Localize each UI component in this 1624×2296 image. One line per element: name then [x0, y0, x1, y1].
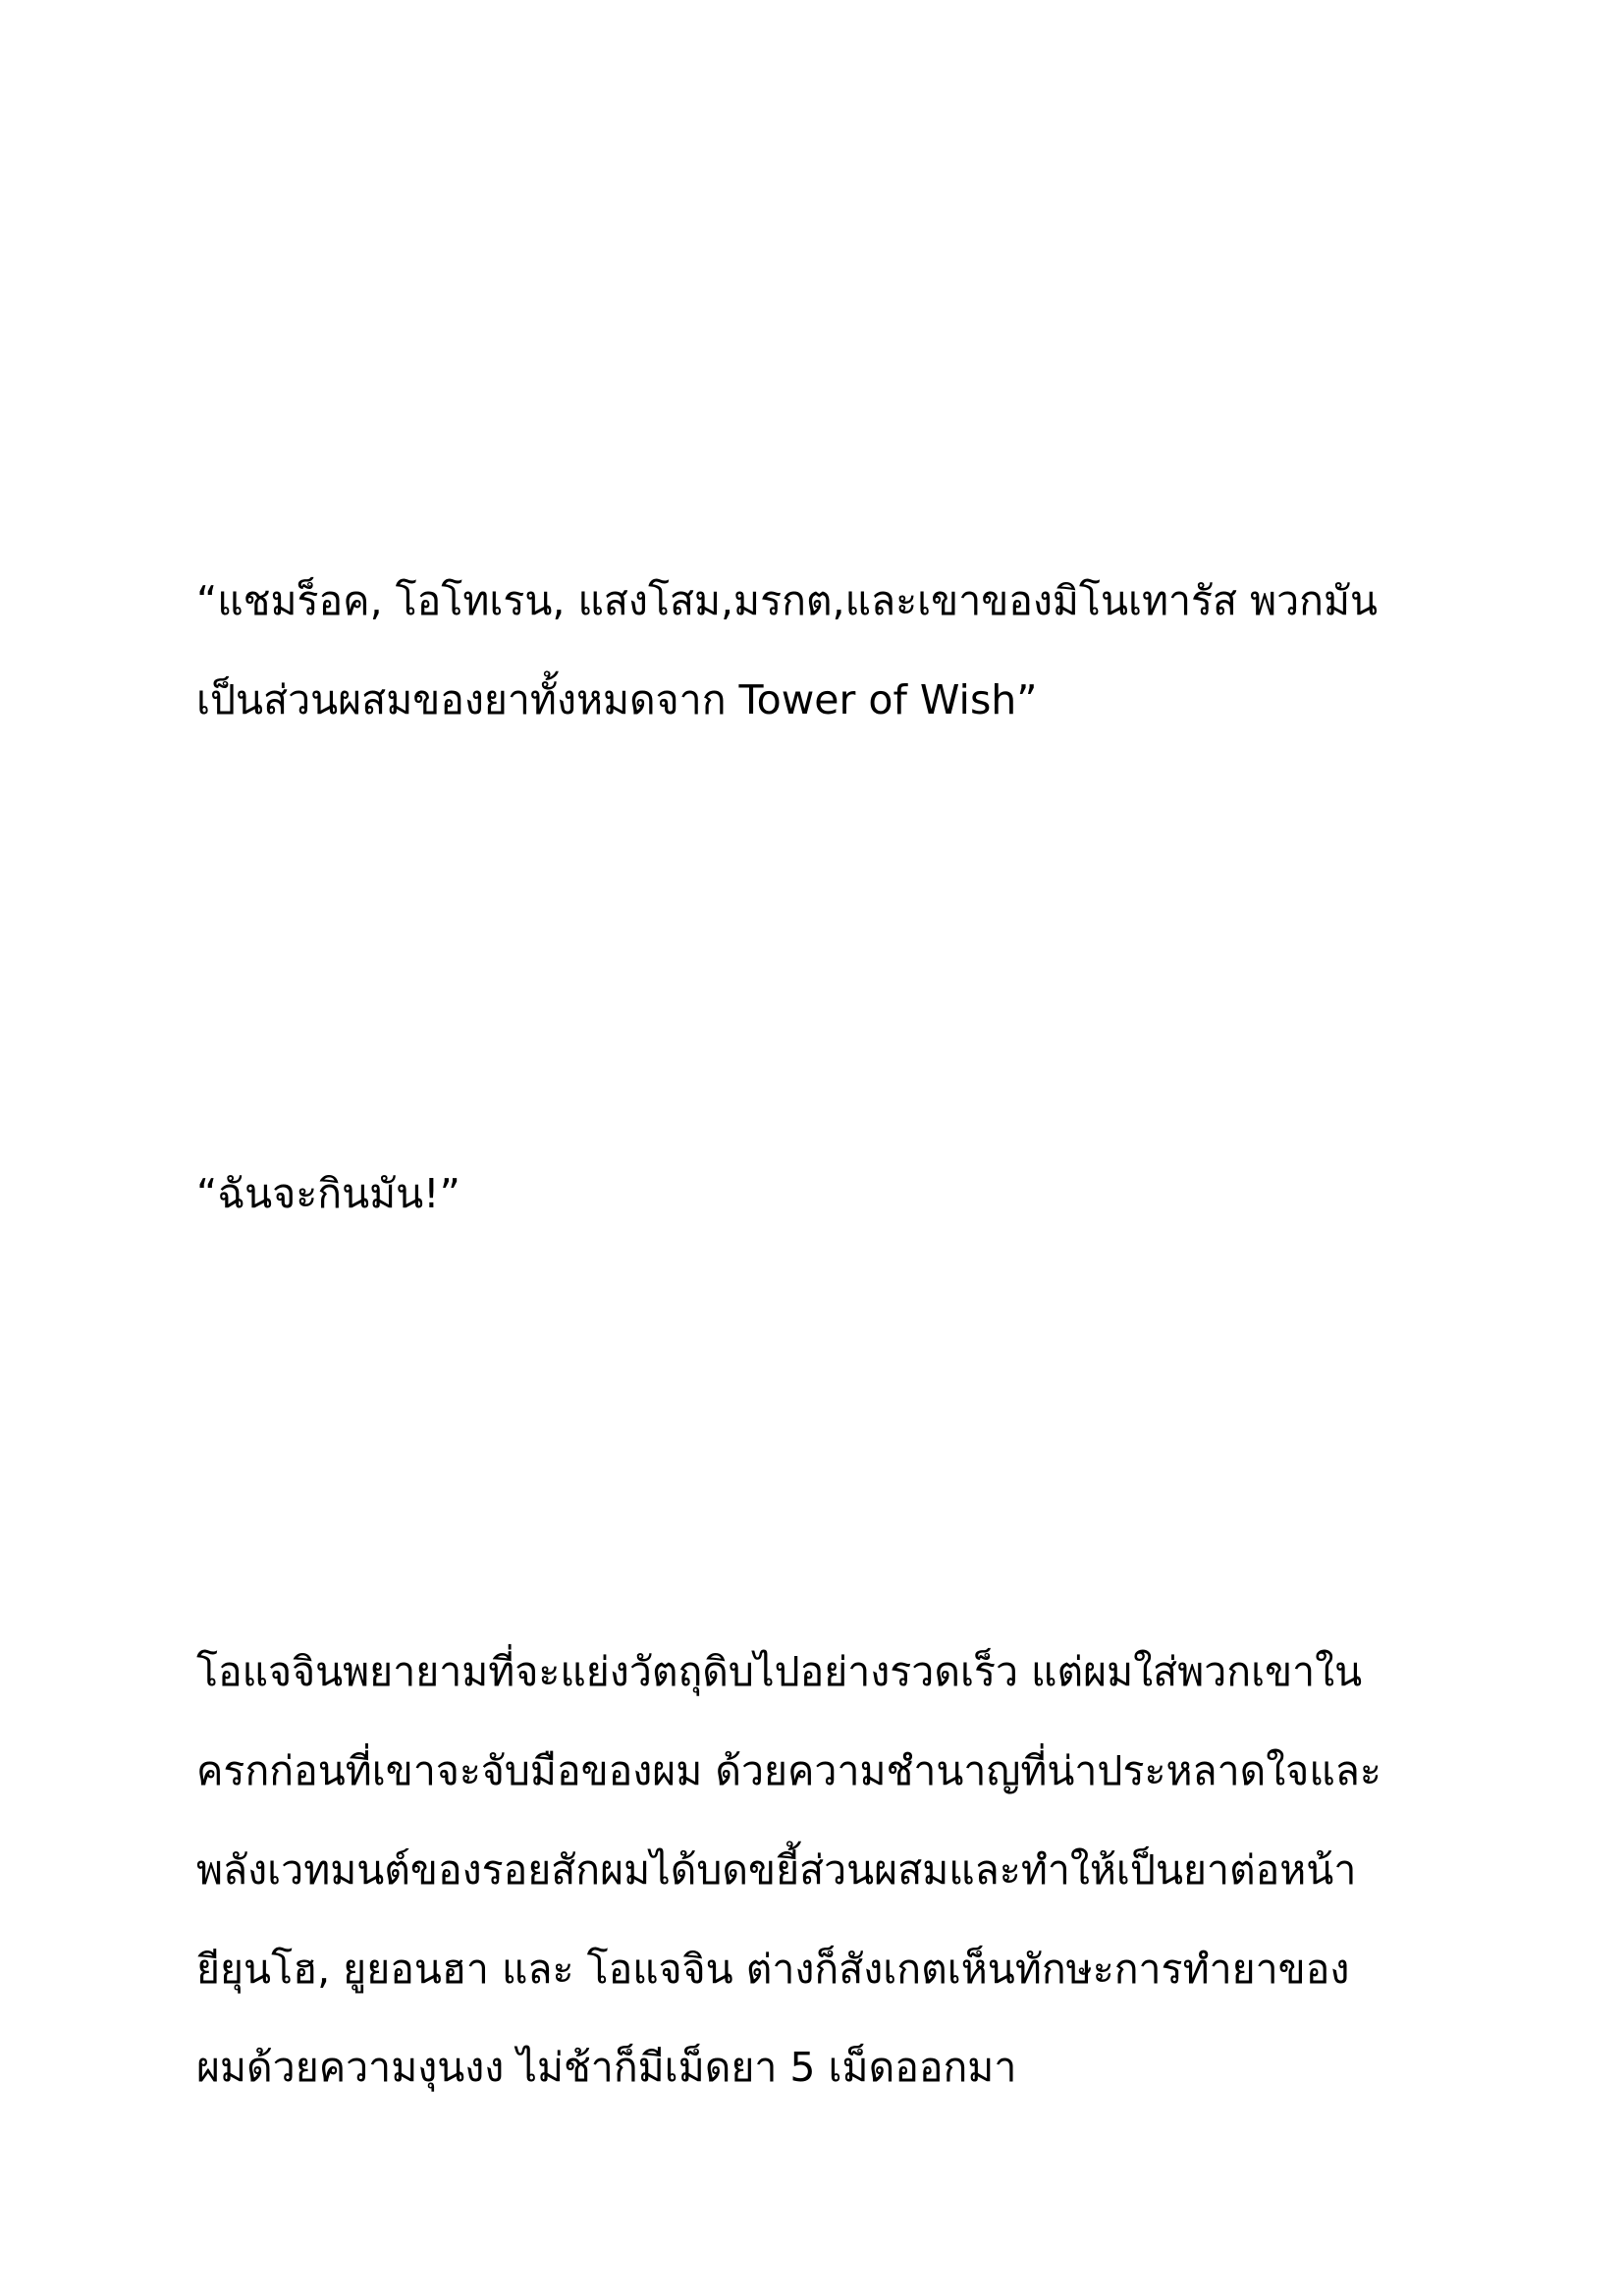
text-line: โอแจจินพยายามที่จะแย่งวัตถุดิบไปอย่างรวดเร็ว แต่ผมใส่พวกเขาใน [196, 1648, 1363, 1695]
text-line: “แชมร็อค, โอโทเรน, แสงโสม,มรกต,และเขาของมิโนเทารัส พวกมัน [196, 577, 1379, 624]
text-line: ผมด้วยความงุนงง ไม่ช้าก็มีเม็ดยา 5 เม็ดออกมา [196, 2044, 1017, 2091]
text-line: ครกก่อนที่เขาจะจับมือของผม ด้วยความชำนาญที่น่าประหลาดใจและ [196, 1747, 1381, 1794]
text-line: พลังเวทมนต์ของรอยสักผมได้บดขยี้ส่วนผสมและทำให้เป็นยาต่อหน้า [196, 1846, 1357, 1894]
text-line: ยียุนโฮ, ยูยอนฮา และ โอแจจิน ต่างก็สังเกตเห็นทักษะการทำยาของ [196, 1946, 1350, 1993]
text-line: เป็นส่วนผสมของยาทั้งหมดจาก Tower of Wish” [196, 676, 1038, 723]
text-line: “ฉันจะกินมัน!” [196, 1170, 460, 1217]
